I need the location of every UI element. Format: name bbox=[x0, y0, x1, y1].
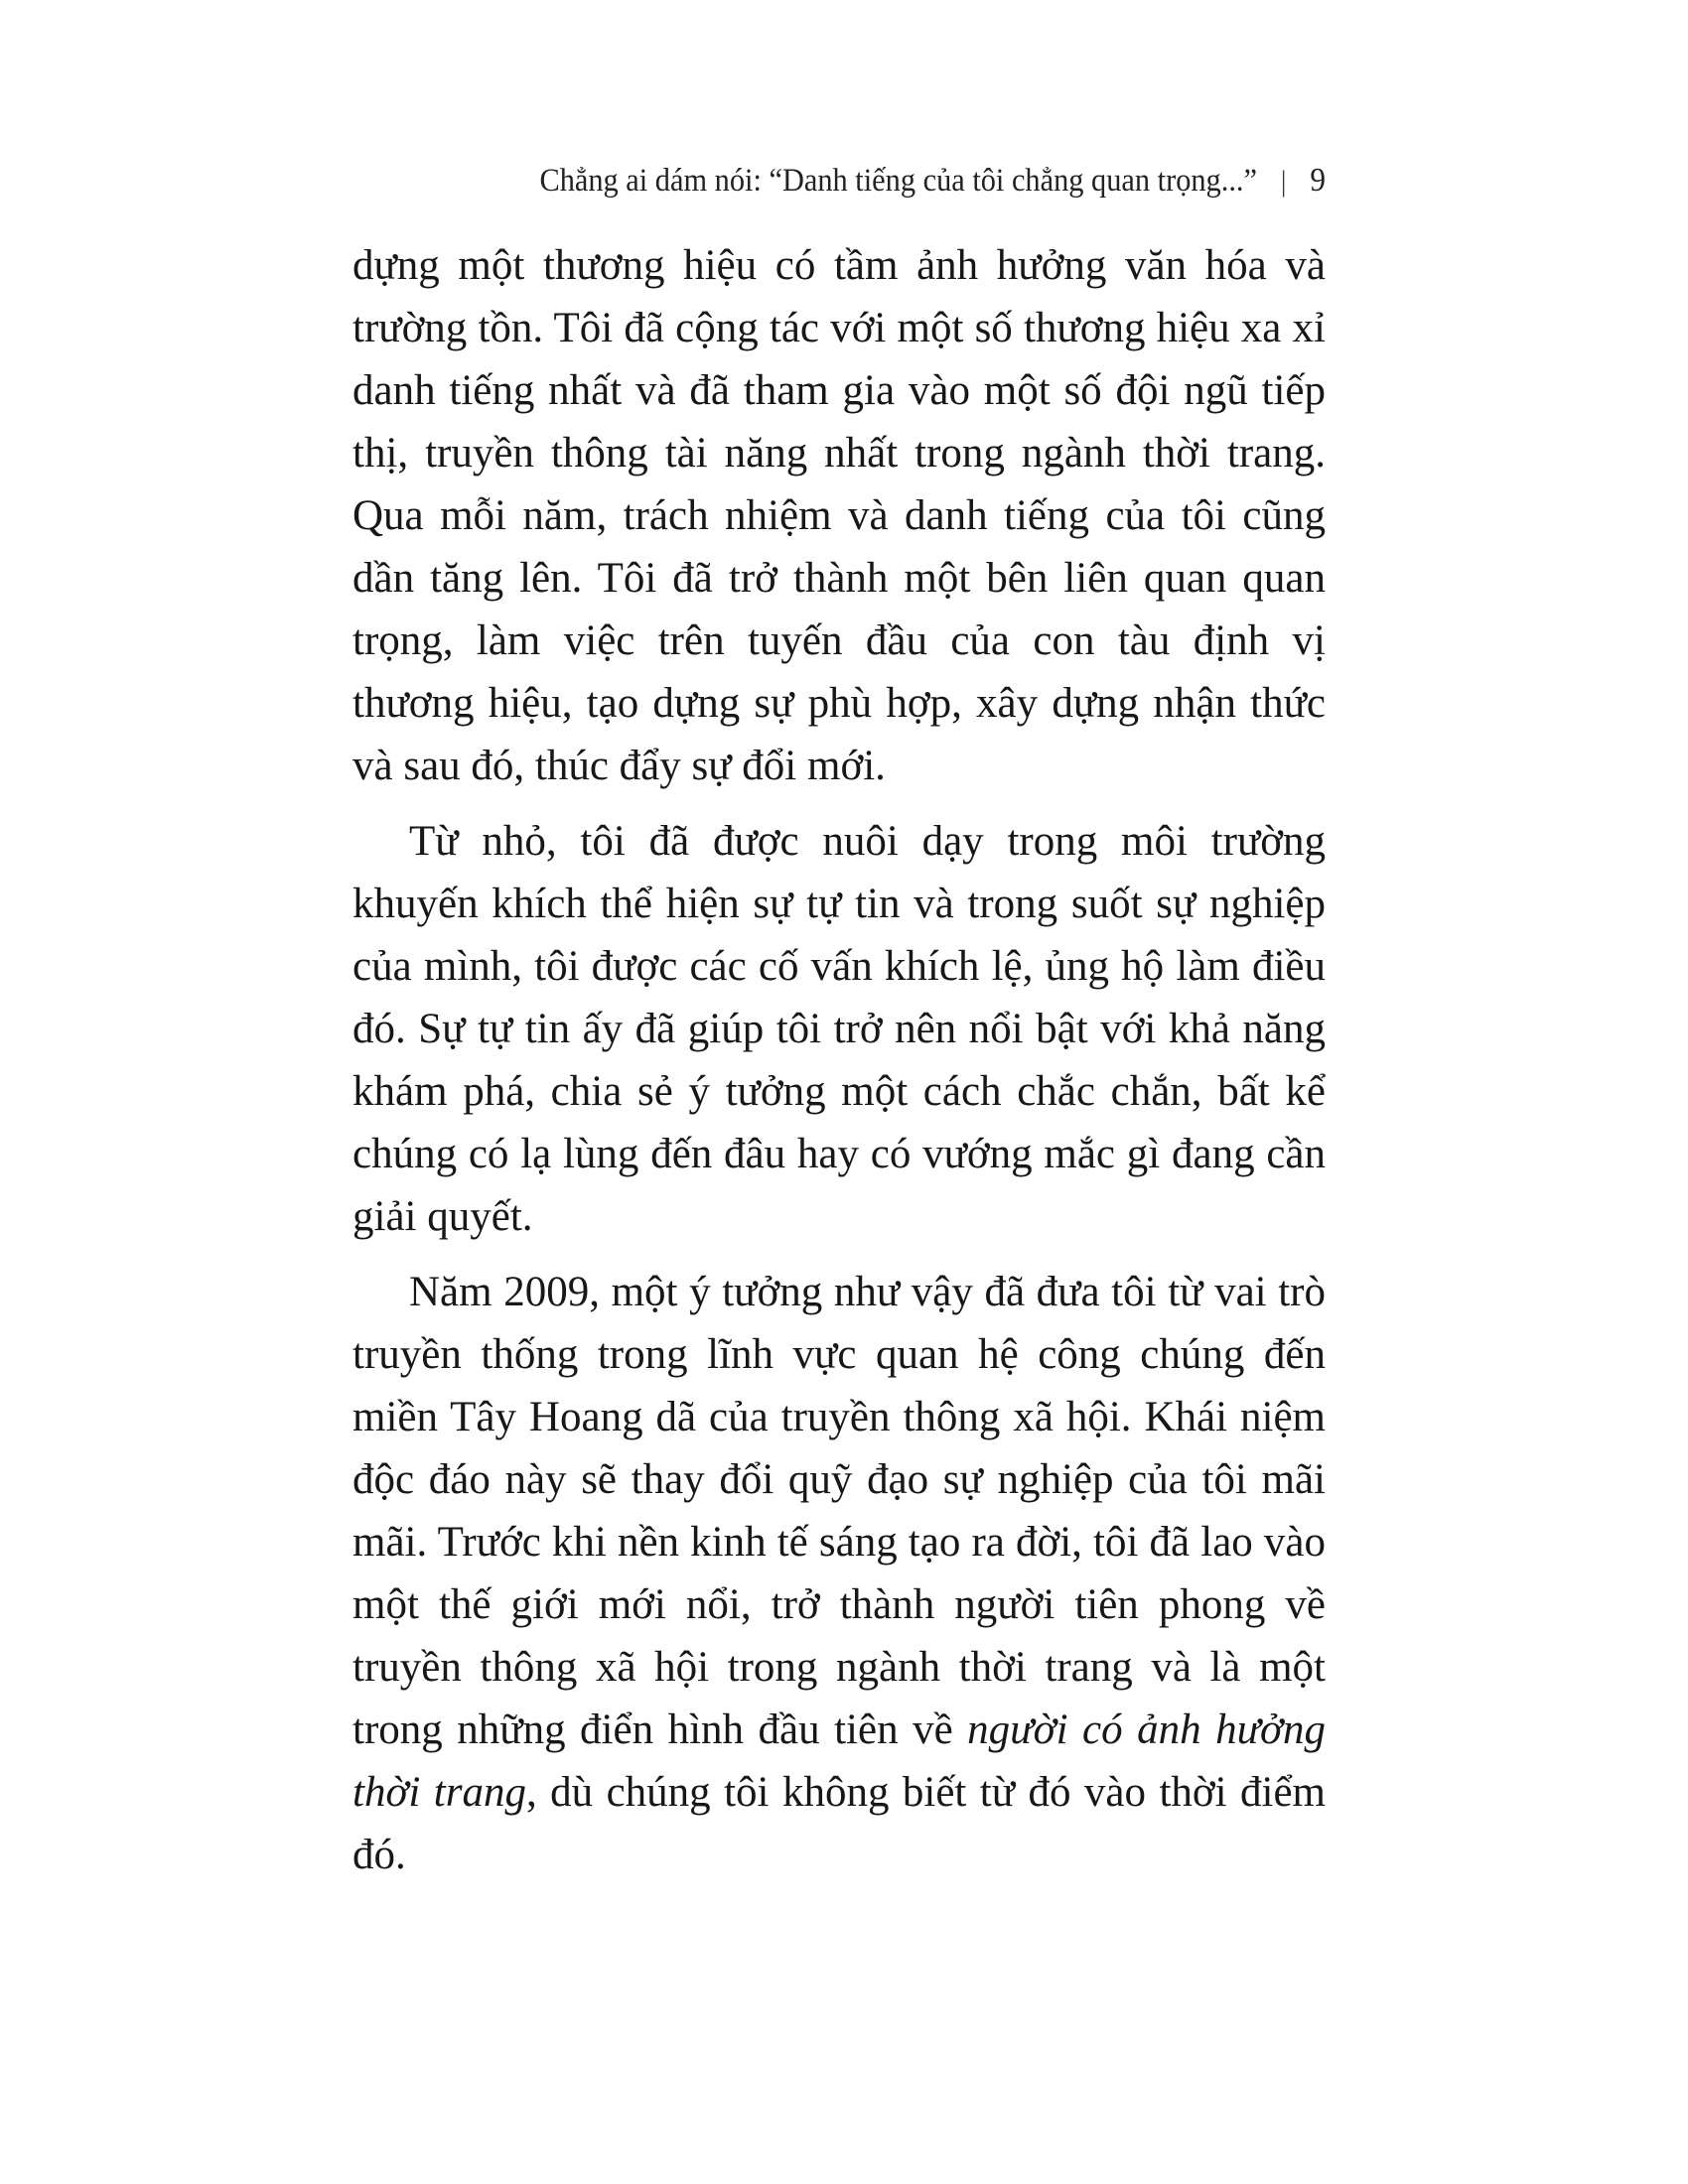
page-number: 9 bbox=[1310, 162, 1326, 199]
italic-text-run: người có ảnh hưởng thời trang bbox=[352, 1706, 1326, 1816]
running-head-separator: | bbox=[1280, 165, 1287, 198]
paragraph bbox=[352, 1261, 1326, 1886]
text-run: dựng một thương hiệu có tầm ảnh hưởng văn hóa và trường tồn. Tôi đã cộng tác với một số thương hiệu xa xỉ danh tiếng nhất và đã tham gia vào một số đội ngũ tiếp thị, truyền thông tài năng nhất trong ngành thời trang. Qua mỗi năm, trách nhiệm và danh tiếng của tôi cũng dần tăng lên. Tôi đã trở thành một bên liên quan quan trọng, làm việc trên tuyến đầu của con tàu định vị thương hiệu, tạo dựng sự phù hợp, xây dựng nhận thức và sau đó, thúc đẩy sự đổi mới. bbox=[352, 242, 1326, 789]
running-head bbox=[430, 161, 1326, 202]
text-run: , dù chúng tôi không biết từ đó vào thời điểm đó. bbox=[352, 1769, 1326, 1878]
paragraph bbox=[352, 234, 1326, 797]
text-run: Từ nhỏ, tôi đã được nuôi dạy trong môi trường khuyến khích thể hiện sự tự tin và trong suốt sự nghiệp của mình, tôi được các cố vấn khích lệ, ủng hộ làm điều đó. Sự tự tin ấy đã giúp tôi trở nên nổi bật với khả năng khám phá, chia sẻ ý tưởng một cách chắc chắn, bất kể chúng có lạ lùng đến đâu hay có vướng mắc gì đang cần giải quyết. bbox=[352, 818, 1326, 1240]
body-text bbox=[352, 234, 1326, 1899]
text-run: Năm 2009, một ý tưởng như vậy đã đưa tôi từ vai trò truyền thống trong lĩnh vực quan hệ công chúng đến miền Tây Hoang dã của truyền thông xã hội. Khái niệm độc đáo này sẽ thay đổi quỹ đạo sự nghiệp của tôi mãi mãi. Trước khi nền kinh tế sáng tạo ra đời, tôi đã lao vào một thế giới mới nổi, trở thành người tiên phong về truyền thông xã hội trong ngành thời trang và là một trong những điển hình đầu tiên về bbox=[352, 1269, 1326, 1753]
running-head-title: Chẳng ai dám nói: “Danh tiếng của tôi chẳng quan trọng...” bbox=[539, 163, 1257, 199]
paragraph bbox=[352, 810, 1326, 1248]
